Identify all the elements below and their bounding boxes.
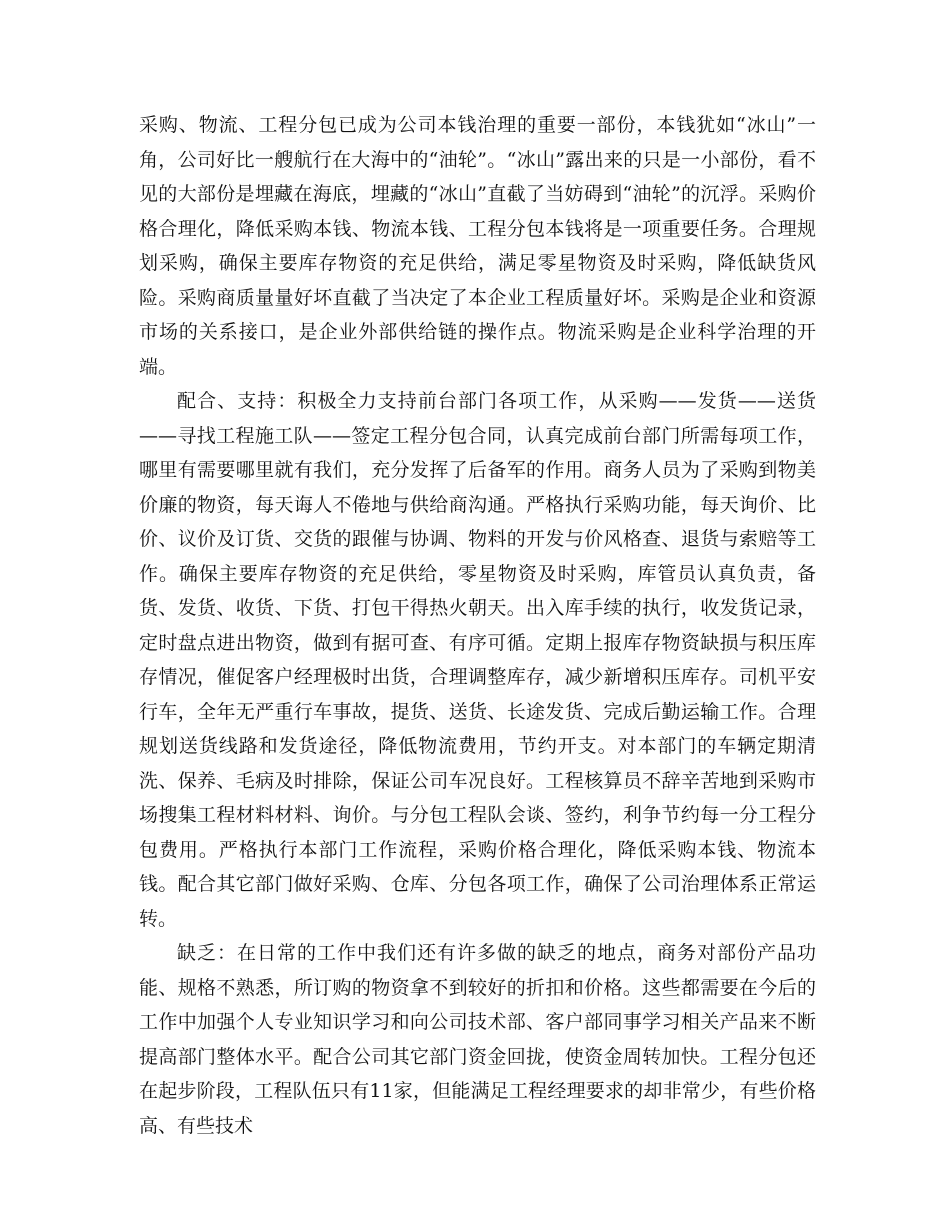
paragraph-cooperation-support: 配合、支持：积极全力支持前台部门各项工作，从采购——发货——送货——寻找工程施工队——签定工程分包合同，认真完成前台部门所需每项工作，哪里有需要哪里就有我们，充分发挥了后备军的作用。商务人员为了采购到物美价廉的物资，每天诲人不倦地与供给商沟通。严格执行采购功能，每天询价、比价、议价及订货、交货的跟催与协调、物料的开发与价风格查、退货与索赔等工作。确保主要库存物资的充足供给，零星物资及时采购，库管员认真负责，备货、发货、收货、下货、打包干得热火朝天。出入库手续的执行，收发货记录，定时盘点进出物资，做到有据可查、有序可循。定期上报库存物资缺损与积压库存情况，催促客户经理极时出货，合理调整库存，减少新增积压库存。司机平安行车，全年无严重行车事故，提货、送货、长途发货、完成后勤运输工作。合理规划送货线路和发货途径，降低物流费用，节约开支。对本部门的车辆定期清洗、保养、毛病及时排除，保证公司车况良好。工程核算员不辞辛苦地到采购市场搜集工程材料材料、询价。与分包工程队会谈、签约，利争节约每一分工程分包费用。严格执行本部门工作流程，采购价格合理化，降低采购本钱、物流本钱。配合其它部门做好采购、仓库、分包各项工作，确保了公司治理体系正常运转。 [139, 390, 816, 930]
paragraph-shortcomings: 缺乏：在日常的工作中我们还有许多做的缺乏的地点，商务对部份产品功能、规格不熟悉，所订购的物资拿不到较好的折扣和价格。这些都需要在今后的工作中加强个人专业知识学习和向公司技术部、客户部同事学习相关产品来不断提高部门整体水平。配合公司其它部门资金回拢，使资金周转加快。工程分包还在起步阶段，工程队伍只有11家，但能满足工程经理要求的却非常少，有些价格高、有些技术 [139, 942, 816, 1137]
document-body [139, 108, 816, 1143]
paragraph-procurement-cost: 采购、物流、工程分包已成为公司本钱治理的重要一部份，本钱犹如“冰山”一角，公司好比一艘航行在大海中的“油轮”。“冰山”露出来的只是一小部份，看不见的大部份是埋藏在海底，埋藏的“冰山”直截了当妨碍到“油轮”的沉浮。采购价格合理化，降低采购本钱、物流本钱、工程分包本钱将是一项重要任务。合理规划采购，确保主要库存物资的充足供给，满足零星物资及时采购，降低缺货风险。采购商质量量好坏直截了当决定了本企业工程质量好坏。采购是企业和资源市场的关系接口，是企业外部供给链的操作点。物流采购是企业科学治理的开端。 [139, 114, 816, 378]
